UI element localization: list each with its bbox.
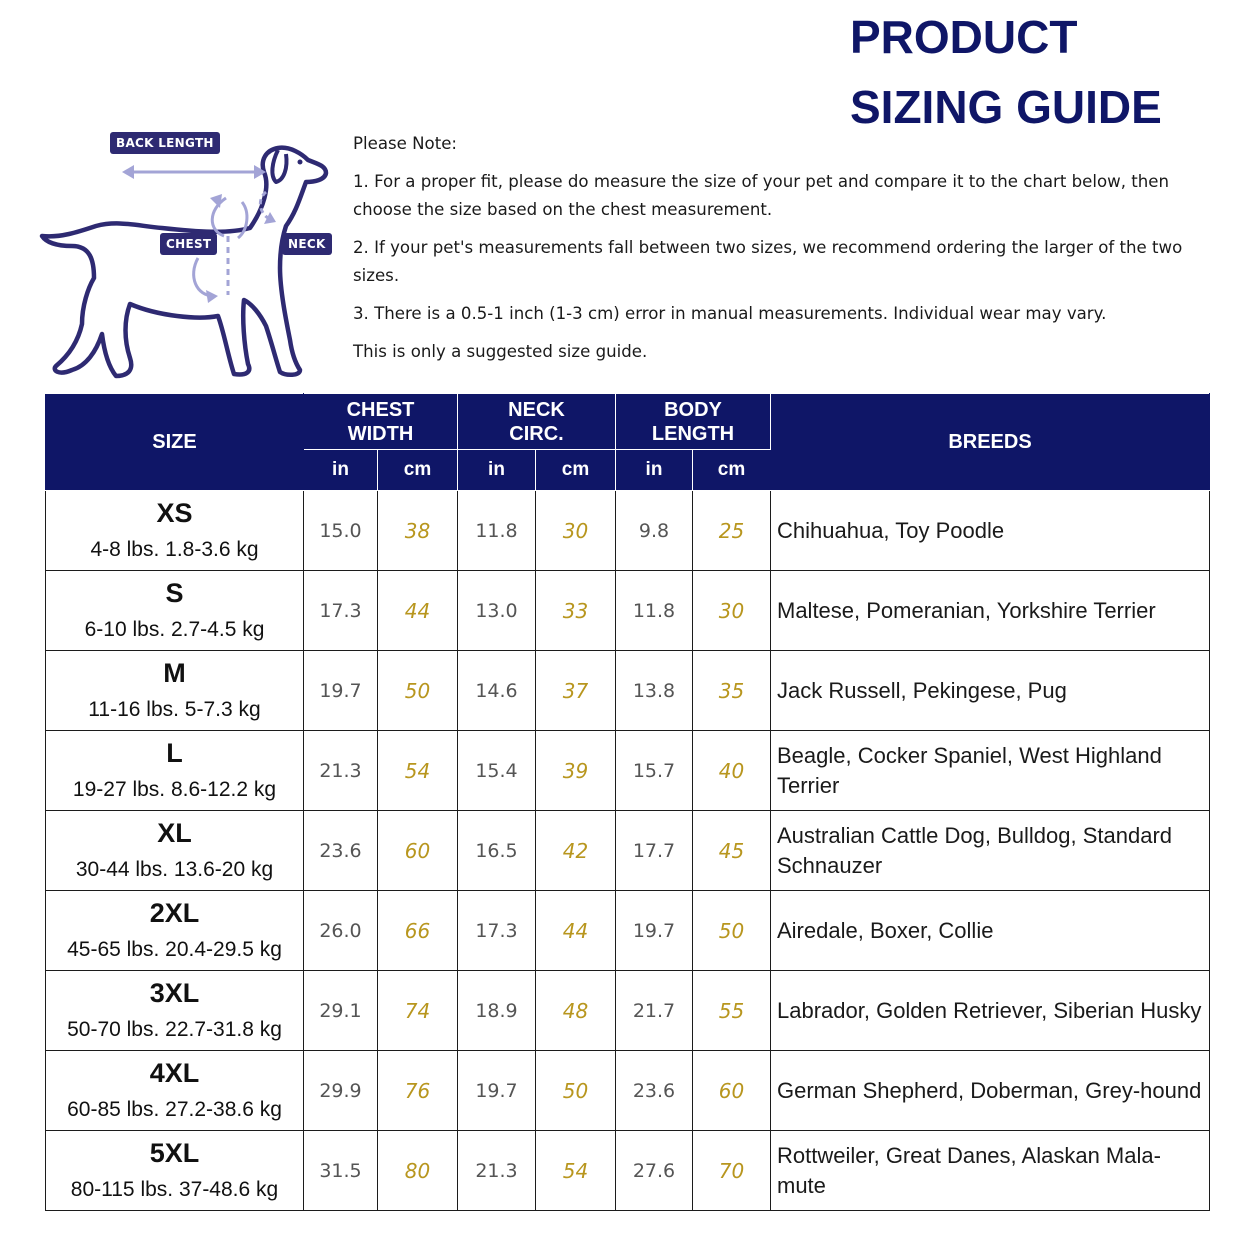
neck-in-cell: 16.5 [458, 811, 536, 891]
chest-cm-cell: 76 [378, 1051, 458, 1131]
weight-range: 80-115 lbs. 37-48.6 kg [70, 1177, 279, 1201]
chest-in-cell: 26.0 [304, 891, 378, 971]
neck-in-cell: 21.3 [458, 1131, 536, 1211]
chest-in-cell: 31.5 [304, 1131, 378, 1211]
size-chart [45, 393, 1209, 1211]
chest-cm-cell: 44 [378, 571, 458, 651]
weight-range: 19-27 lbs. 8.6-12.2 kg [72, 777, 277, 801]
neck-cm-cell: 48 [536, 971, 616, 1051]
neck-cm-cell: 39 [536, 731, 616, 811]
chest-cm-cell: 74 [378, 971, 458, 1051]
size-cell [46, 491, 304, 571]
breeds-cell: Labrador, Golden Retriever, Siberian Husky [771, 971, 1210, 1051]
notes-footer: This is only a suggested size guide. [353, 342, 648, 361]
weight-range: 30-44 lbs. 13.6-20 kg [75, 857, 274, 881]
body-in-cell: 27.6 [616, 1131, 693, 1211]
neck-cm-cell: 54 [536, 1131, 616, 1211]
breeds-cell: Australian Cattle Dog, Bulldog, Standard Schnauzer [771, 811, 1210, 891]
size-table [45, 393, 1210, 1211]
size-label: 2XL [149, 897, 200, 928]
chest-in-cell: 15.0 [304, 491, 378, 571]
size-label: XL [157, 817, 192, 848]
unit-in: in [304, 450, 378, 491]
weight-range: 50-70 lbs. 22.7-31.8 kg [67, 1017, 282, 1041]
header-breeds: BREEDS [771, 394, 1210, 491]
chest-arrow-bottom [194, 258, 214, 296]
notes-heading: Please Note: [353, 134, 457, 153]
table-row [46, 811, 1210, 891]
chest-in-cell: 19.7 [304, 651, 378, 731]
body-cm-cell: 50 [693, 891, 771, 971]
body-in-cell: 13.8 [616, 651, 693, 731]
table-row [46, 571, 1210, 651]
body-in-cell: 17.7 [616, 811, 693, 891]
table-row [46, 731, 1210, 811]
table-row [46, 1131, 1210, 1211]
table-row [46, 971, 1210, 1051]
title-line-2: SIZING GUIDE [850, 81, 1162, 133]
breeds-cell: Chihuahua, Toy Poodle [771, 491, 1210, 571]
dog-measurement-diagram [38, 120, 343, 385]
breeds-cell: Jack Russell, Pekingese, Pug [771, 651, 1210, 731]
chest-label: CHEST [160, 233, 217, 255]
neck-in-cell: 14.6 [458, 651, 536, 731]
body-cm-cell: 30 [693, 571, 771, 651]
chest-cm-cell: 38 [378, 491, 458, 571]
note-item: 3. There is a 0.5-1 inch (1-3 cm) error in manual measurements. Individual wear may vary. [353, 304, 1107, 323]
weight-range: 45-65 lbs. 20.4-29.5 kg [67, 937, 282, 961]
dog-eye [298, 160, 303, 165]
neck-in-cell: 13.0 [458, 571, 536, 651]
unit-cm: cm [378, 450, 458, 491]
neck-in-cell: 11.8 [458, 491, 536, 571]
size-label: XS [156, 497, 193, 528]
neck-label: NECK [282, 233, 332, 255]
size-label: 3XL [149, 977, 200, 1008]
size-cell [46, 811, 304, 891]
back-length-label: BACK LENGTH [110, 132, 220, 154]
neck-cm-cell: 33 [536, 571, 616, 651]
body-cm-cell: 60 [693, 1051, 771, 1131]
breeds-cell: Rottweiler, Great Danes, Alaskan Mala-mute [771, 1131, 1210, 1211]
size-cell [46, 1131, 304, 1211]
breeds-cell: Beagle, Cocker Spaniel, West Highland Terrier [771, 731, 1210, 811]
neck-cm-cell: 37 [536, 651, 616, 731]
chest-cm-cell: 50 [378, 651, 458, 731]
size-cell [46, 731, 304, 811]
body-in-cell: 9.8 [616, 491, 693, 571]
body-in-cell: 19.7 [616, 891, 693, 971]
note-item: 2. If your pet's measurements fall between two sizes, we recommend ordering the larger of the two sizes. [353, 238, 1183, 285]
weight-range: 4-8 lbs. 1.8-3.6 kg [90, 537, 259, 561]
header-size: SIZE [46, 394, 304, 491]
neck-cm-cell: 30 [536, 491, 616, 571]
chest-cm-cell: 66 [378, 891, 458, 971]
body-in-cell: 23.6 [616, 1051, 693, 1131]
body-cm-cell: 40 [693, 731, 771, 811]
breeds-cell: German Shepherd, Doberman, Grey-hound [771, 1051, 1210, 1131]
unit-in: in [458, 450, 536, 491]
body-cm-cell: 25 [693, 491, 771, 571]
header-chest-width: CHEST WIDTH [304, 394, 458, 450]
neck-cm-cell: 44 [536, 891, 616, 971]
chest-cm-cell: 80 [378, 1131, 458, 1211]
chest-cm-cell: 54 [378, 731, 458, 811]
weight-range: 6-10 lbs. 2.7-4.5 kg [84, 617, 265, 641]
chest-in-cell: 29.9 [304, 1051, 378, 1131]
size-cell [46, 571, 304, 651]
size-cell [46, 891, 304, 971]
weight-range: 60-85 lbs. 27.2-38.6 kg [67, 1097, 282, 1121]
neck-cm-cell: 42 [536, 811, 616, 891]
page-title [850, 2, 1162, 142]
unit-cm: cm [536, 450, 616, 491]
body-in-cell: 21.7 [616, 971, 693, 1051]
dog-body-outline [42, 148, 326, 376]
body-cm-cell: 45 [693, 811, 771, 891]
size-cell [46, 1051, 304, 1131]
breeds-cell: Airedale, Boxer, Collie [771, 891, 1210, 971]
breeds-cell: Maltese, Pomeranian, Yorkshire Terrier [771, 571, 1210, 651]
body-cm-cell: 70 [693, 1131, 771, 1211]
header-body-length: BODY LENGTH [616, 394, 771, 450]
size-cell [46, 971, 304, 1051]
table-row [46, 1051, 1210, 1131]
neck-in-cell: 19.7 [458, 1051, 536, 1131]
dog-ear-outline [272, 150, 286, 182]
size-label: S [165, 577, 184, 608]
unit-cm: cm [693, 450, 771, 491]
size-cell [46, 651, 304, 731]
size-label: 4XL [149, 1057, 200, 1088]
body-in-cell: 11.8 [616, 571, 693, 651]
body-cm-cell: 35 [693, 651, 771, 731]
body-in-cell: 15.7 [616, 731, 693, 811]
note-item: 1. For a proper fit, please do measure the size of your pet and compare it to the chart below, then choose the size based on the chest measurement. [353, 172, 1170, 219]
table-row [46, 891, 1210, 971]
chest-in-cell: 17.3 [304, 571, 378, 651]
body-cm-cell: 55 [693, 971, 771, 1051]
neck-in-cell: 18.9 [458, 971, 536, 1051]
table-row [46, 651, 1210, 731]
neck-in-cell: 15.4 [458, 731, 536, 811]
weight-range: 11-16 lbs. 5-7.3 kg [88, 697, 261, 721]
header-neck-circ: NECK CIRC. [458, 394, 616, 450]
neck-cm-cell: 50 [536, 1051, 616, 1131]
neck-in-cell: 17.3 [458, 891, 536, 971]
chest-in-cell: 23.6 [304, 811, 378, 891]
chest-in-cell: 29.1 [304, 971, 378, 1051]
notes-section [353, 130, 1213, 376]
chest-cm-cell: 60 [378, 811, 458, 891]
size-label: M [163, 657, 186, 688]
table-row [46, 491, 1210, 571]
title-line-1: PRODUCT [850, 11, 1078, 63]
chest-in-cell: 21.3 [304, 731, 378, 811]
size-label: L [166, 737, 183, 768]
unit-in: in [616, 450, 693, 491]
size-label: 5XL [149, 1137, 200, 1168]
